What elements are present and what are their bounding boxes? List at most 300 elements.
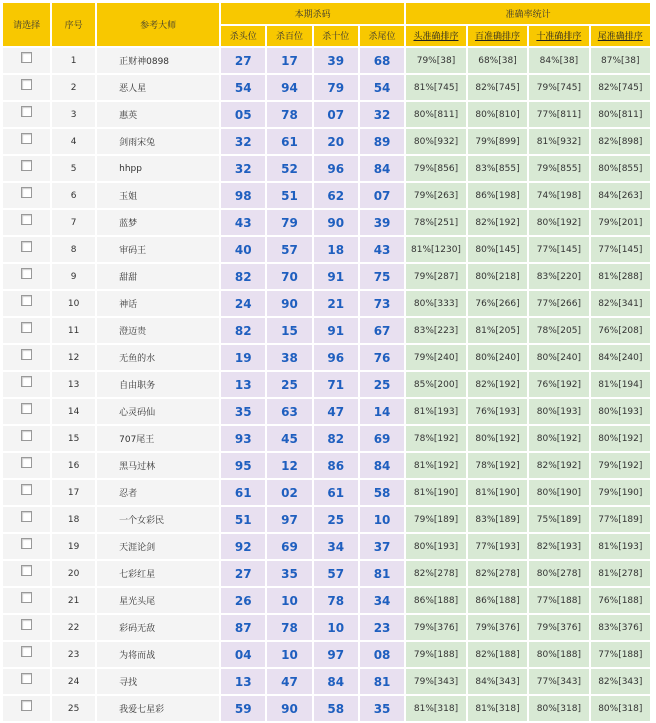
expert-name: 玉姐 [97, 183, 219, 208]
kill-hundred: 47 [267, 669, 311, 694]
kill-ten: 78 [314, 588, 358, 613]
stat-head: 79%[376] [406, 615, 466, 640]
row-select-cell [3, 615, 50, 640]
kill-head: 51 [221, 507, 265, 532]
expert-name: 自由职务 [97, 372, 219, 397]
stat-head: 78%[251] [406, 210, 466, 235]
kill-head: 27 [221, 561, 265, 586]
stat-head: 79%[343] [406, 669, 466, 694]
stat-hundred: 80%[218] [468, 264, 527, 289]
kill-head: 92 [221, 534, 265, 559]
stat-ten: 80%[240] [529, 345, 588, 370]
stat-ten: 82%[193] [529, 534, 588, 559]
row-select-cell [3, 507, 50, 532]
kill-tail: 37 [360, 534, 404, 559]
row-checkbox[interactable] [21, 79, 32, 90]
row-checkbox[interactable] [21, 511, 32, 522]
expert-name: 黑马过林 [97, 453, 219, 478]
stat-ten: 77%[145] [529, 237, 588, 262]
row-select-cell [3, 561, 50, 586]
row-index: 16 [52, 453, 95, 478]
stat-ten: 79%[855] [529, 156, 588, 181]
row-index: 7 [52, 210, 95, 235]
stat-tail: 87%[38] [591, 48, 650, 73]
stat-tail: 81%[278] [591, 561, 650, 586]
kill-hundred: 10 [267, 642, 311, 667]
kill-hundred: 35 [267, 561, 311, 586]
row-select-cell [3, 399, 50, 424]
stat-head: 79%[856] [406, 156, 466, 181]
kill-head: 43 [221, 210, 265, 235]
kill-tail: 08 [360, 642, 404, 667]
table-row [3, 507, 654, 532]
row-checkbox[interactable] [21, 52, 32, 63]
table-row [3, 426, 654, 451]
stat-hundred: 80%[145] [468, 237, 527, 262]
expert-name: 彩码无敌 [97, 615, 219, 640]
kill-ten: 97 [314, 642, 358, 667]
stat-tail: 76%[188] [591, 588, 650, 613]
table-row [3, 588, 654, 613]
table-row [3, 345, 654, 370]
table-row [3, 696, 654, 721]
row-checkbox[interactable] [21, 646, 32, 657]
row-index: 5 [52, 156, 95, 181]
row-checkbox[interactable] [21, 538, 32, 549]
kill-ten: 10 [314, 615, 358, 640]
row-index: 21 [52, 588, 95, 613]
stat-ten: 80%[193] [529, 399, 588, 424]
row-checkbox[interactable] [21, 403, 32, 414]
kill-tail: 69 [360, 426, 404, 451]
table-row [3, 48, 654, 73]
header-kill-tail: 杀尾位 [360, 26, 404, 47]
stat-head: 81%[190] [406, 480, 466, 505]
stat-ten: 82%[192] [529, 453, 588, 478]
kill-tail: 34 [360, 588, 404, 613]
stat-head: 83%[223] [406, 318, 466, 343]
stat-hundred: 83%[855] [468, 156, 527, 181]
kill-head: 40 [221, 237, 265, 262]
expert-name: 审码王 [97, 237, 219, 262]
row-select-cell [3, 48, 50, 73]
stat-hundred: 78%[192] [468, 453, 527, 478]
kill-hundred: 45 [267, 426, 311, 451]
stat-ten: 83%[220] [529, 264, 588, 289]
expert-name: 天涯论剑 [97, 534, 219, 559]
kill-ten: 79 [314, 75, 358, 100]
kill-tail: 84 [360, 156, 404, 181]
kill-head: 95 [221, 453, 265, 478]
kill-hundred: 79 [267, 210, 311, 235]
expert-table [1, 1, 656, 723]
stat-ten: 77%[188] [529, 588, 588, 613]
kill-tail: 89 [360, 129, 404, 154]
kill-head: 82 [221, 264, 265, 289]
stat-hundred: 81%[205] [468, 318, 527, 343]
stat-tail: 81%[193] [591, 534, 650, 559]
kill-hundred: 78 [267, 615, 311, 640]
stat-tail: 84%[263] [591, 183, 650, 208]
stat-tail: 81%[194] [591, 372, 650, 397]
kill-head: 82 [221, 318, 265, 343]
kill-ten: 90 [314, 210, 358, 235]
kill-hundred: 52 [267, 156, 311, 181]
row-checkbox[interactable] [21, 160, 32, 171]
row-select-cell [3, 453, 50, 478]
stat-ten: 76%[192] [529, 372, 588, 397]
row-checkbox[interactable] [21, 268, 32, 279]
stat-hundred: 79%[899] [468, 129, 527, 154]
row-index: 4 [52, 129, 95, 154]
kill-tail: 07 [360, 183, 404, 208]
row-checkbox[interactable] [21, 133, 32, 144]
kill-ten: 20 [314, 129, 358, 154]
kill-ten: 82 [314, 426, 358, 451]
stat-hundred: 76%[266] [468, 291, 527, 316]
row-index: 12 [52, 345, 95, 370]
row-index: 23 [52, 642, 95, 667]
stat-hundred: 84%[343] [468, 669, 527, 694]
stat-tail: 82%[745] [591, 75, 650, 100]
kill-ten: 61 [314, 480, 358, 505]
row-checkbox[interactable] [21, 700, 32, 711]
expert-name: 一个女彩民 [97, 507, 219, 532]
header-kill-head: 杀头位 [221, 26, 265, 47]
stat-hundred: 83%[189] [468, 507, 527, 532]
row-checkbox[interactable] [21, 376, 32, 387]
row-select-cell [3, 156, 50, 181]
kill-ten: 18 [314, 237, 358, 262]
stat-hundred: 79%[376] [468, 615, 527, 640]
kill-head: 93 [221, 426, 265, 451]
stat-ten: 78%[205] [529, 318, 588, 343]
table-row [3, 129, 654, 154]
stat-tail: 80%[811] [591, 102, 650, 127]
header-kill-hundred: 杀百位 [267, 26, 311, 47]
kill-tail: 84 [360, 453, 404, 478]
stat-tail: 77%[189] [591, 507, 650, 532]
row-checkbox[interactable] [21, 457, 32, 468]
stat-hundred: 80%[240] [468, 345, 527, 370]
row-select-cell [3, 588, 50, 613]
kill-ten: 39 [314, 48, 358, 73]
stat-tail: 84%[240] [591, 345, 650, 370]
kill-ten: 62 [314, 183, 358, 208]
stat-ten: 80%[190] [529, 480, 588, 505]
table-row [3, 453, 654, 478]
stat-hundred: 76%[193] [468, 399, 527, 424]
expert-name: 星光头尾 [97, 588, 219, 613]
stat-hundred: 82%[745] [468, 75, 527, 100]
row-select-cell [3, 480, 50, 505]
stat-ten: 80%[192] [529, 426, 588, 451]
stat-tail: 76%[208] [591, 318, 650, 343]
stat-head: 78%[192] [406, 426, 466, 451]
stat-hundred: 80%[810] [468, 102, 527, 127]
table-row [3, 183, 654, 208]
kill-head: 04 [221, 642, 265, 667]
stat-head: 81%[1230] [406, 237, 466, 262]
row-checkbox[interactable] [21, 592, 32, 603]
row-select-cell [3, 372, 50, 397]
row-select-cell [3, 642, 50, 667]
table-row [3, 318, 654, 343]
header-stat-hundred[interactable]: 百准确排序 [468, 26, 527, 47]
row-index: 14 [52, 399, 95, 424]
header-kill-group: 本期杀码 [221, 3, 404, 24]
table-row [3, 102, 654, 127]
table-row [3, 615, 654, 640]
kill-hundred: 94 [267, 75, 311, 100]
kill-head: 35 [221, 399, 265, 424]
kill-hundred: 63 [267, 399, 311, 424]
kill-tail: 39 [360, 210, 404, 235]
stat-ten: 80%[188] [529, 642, 588, 667]
kill-ten: 58 [314, 696, 358, 721]
stat-head: 79%[189] [406, 507, 466, 532]
row-select-cell [3, 696, 50, 721]
header-stat-head[interactable]: 头准确排序 [406, 26, 466, 47]
stat-ten: 77%[811] [529, 102, 588, 127]
stat-ten: 81%[932] [529, 129, 588, 154]
stat-tail: 77%[145] [591, 237, 650, 262]
stat-tail: 79%[190] [591, 480, 650, 505]
row-checkbox[interactable] [21, 565, 32, 576]
row-select-cell [3, 426, 50, 451]
kill-hundred: 61 [267, 129, 311, 154]
row-checkbox[interactable] [21, 430, 32, 441]
kill-head: 98 [221, 183, 265, 208]
stat-tail: 79%[201] [591, 210, 650, 235]
row-index: 18 [52, 507, 95, 532]
row-checkbox[interactable] [21, 349, 32, 360]
row-index: 10 [52, 291, 95, 316]
kill-tail: 23 [360, 615, 404, 640]
table-row [3, 156, 654, 181]
row-checkbox[interactable] [21, 187, 32, 198]
kill-ten: 71 [314, 372, 358, 397]
stat-tail: 83%[376] [591, 615, 650, 640]
table-row [3, 642, 654, 667]
expert-name: 蓝梦 [97, 210, 219, 235]
row-select-cell [3, 237, 50, 262]
stat-head: 79%[240] [406, 345, 466, 370]
stat-hundred: 81%[318] [468, 696, 527, 721]
kill-ten: 96 [314, 156, 358, 181]
stat-head: 81%[318] [406, 696, 466, 721]
table-row [3, 372, 654, 397]
kill-tail: 35 [360, 696, 404, 721]
stat-head: 85%[200] [406, 372, 466, 397]
kill-hundred: 78 [267, 102, 311, 127]
stat-head: 80%[333] [406, 291, 466, 316]
header-index: 序号 [52, 3, 95, 46]
header-stat-ten[interactable]: 十准确排序 [529, 26, 588, 47]
kill-head: 26 [221, 588, 265, 613]
row-index: 11 [52, 318, 95, 343]
kill-head: 32 [221, 129, 265, 154]
stat-head: 81%[193] [406, 399, 466, 424]
expert-name: 七彩红星 [97, 561, 219, 586]
kill-tail: 81 [360, 669, 404, 694]
stat-head: 80%[932] [406, 129, 466, 154]
row-checkbox[interactable] [21, 295, 32, 306]
stat-hundred: 86%[198] [468, 183, 527, 208]
kill-hundred: 17 [267, 48, 311, 73]
header-kill-ten: 杀十位 [314, 26, 358, 47]
kill-hundred: 90 [267, 291, 311, 316]
stat-ten: 77%[266] [529, 291, 588, 316]
stat-tail: 77%[188] [591, 642, 650, 667]
row-checkbox[interactable] [21, 322, 32, 333]
kill-hundred: 90 [267, 696, 311, 721]
kill-hundred: 25 [267, 372, 311, 397]
row-checkbox[interactable] [21, 484, 32, 495]
row-select-cell [3, 75, 50, 100]
kill-ten: 07 [314, 102, 358, 127]
kill-head: 54 [221, 75, 265, 100]
row-checkbox[interactable] [21, 214, 32, 225]
kill-tail: 75 [360, 264, 404, 289]
kill-ten: 25 [314, 507, 358, 532]
table-row [3, 399, 654, 424]
row-index: 20 [52, 561, 95, 586]
kill-hundred: 02 [267, 480, 311, 505]
kill-tail: 10 [360, 507, 404, 532]
header-stat-tail[interactable]: 尾准确排序 [591, 26, 650, 47]
row-checkbox[interactable] [21, 106, 32, 117]
expert-name: 惠英 [97, 102, 219, 127]
stat-hundred: 80%[192] [468, 426, 527, 451]
kill-ten: 86 [314, 453, 358, 478]
row-checkbox[interactable] [21, 673, 32, 684]
stat-tail: 80%[192] [591, 426, 650, 451]
row-select-cell [3, 183, 50, 208]
stat-hundred: 81%[190] [468, 480, 527, 505]
table-row [3, 534, 654, 559]
row-index: 15 [52, 426, 95, 451]
kill-tail: 76 [360, 345, 404, 370]
stat-hundred: 77%[193] [468, 534, 527, 559]
row-index: 6 [52, 183, 95, 208]
kill-head: 27 [221, 48, 265, 73]
row-index: 13 [52, 372, 95, 397]
row-checkbox[interactable] [21, 241, 32, 252]
expert-name: 神话 [97, 291, 219, 316]
kill-ten: 47 [314, 399, 358, 424]
row-checkbox[interactable] [21, 619, 32, 630]
stat-ten: 80%[192] [529, 210, 588, 235]
kill-hundred: 15 [267, 318, 311, 343]
kill-head: 59 [221, 696, 265, 721]
kill-tail: 25 [360, 372, 404, 397]
table-row [3, 237, 654, 262]
row-index: 2 [52, 75, 95, 100]
expert-name: 恶人星 [97, 75, 219, 100]
stat-tail: 80%[318] [591, 696, 650, 721]
stat-hundred: 82%[192] [468, 210, 527, 235]
kill-tail: 43 [360, 237, 404, 262]
kill-head: 13 [221, 372, 265, 397]
stat-hundred: 86%[188] [468, 588, 527, 613]
expert-name: 澄迈贵 [97, 318, 219, 343]
kill-tail: 54 [360, 75, 404, 100]
row-select-cell [3, 318, 50, 343]
kill-tail: 68 [360, 48, 404, 73]
expert-name: 正财神0898 [97, 48, 219, 73]
kill-ten: 84 [314, 669, 358, 694]
table-row [3, 210, 654, 235]
row-index: 8 [52, 237, 95, 262]
kill-hundred: 51 [267, 183, 311, 208]
kill-tail: 58 [360, 480, 404, 505]
kill-hundred: 70 [267, 264, 311, 289]
kill-ten: 91 [314, 318, 358, 343]
expert-name: 剑雨宋兔 [97, 129, 219, 154]
stat-tail: 81%[288] [591, 264, 650, 289]
kill-tail: 81 [360, 561, 404, 586]
table-row [3, 480, 654, 505]
stat-tail: 82%[343] [591, 669, 650, 694]
kill-tail: 14 [360, 399, 404, 424]
expert-name: 忍者 [97, 480, 219, 505]
stat-hundred: 82%[278] [468, 561, 527, 586]
stat-head: 82%[278] [406, 561, 466, 586]
table-row [3, 561, 654, 586]
expert-name: 寻找 [97, 669, 219, 694]
stat-tail: 79%[192] [591, 453, 650, 478]
row-select-cell [3, 291, 50, 316]
kill-hundred: 69 [267, 534, 311, 559]
row-index: 24 [52, 669, 95, 694]
stat-head: 86%[188] [406, 588, 466, 613]
kill-hundred: 57 [267, 237, 311, 262]
stat-ten: 80%[278] [529, 561, 588, 586]
row-index: 9 [52, 264, 95, 289]
row-select-cell [3, 345, 50, 370]
row-index: 3 [52, 102, 95, 127]
expert-name: 无鱼的水 [97, 345, 219, 370]
stat-head: 79%[38] [406, 48, 466, 73]
row-index: 17 [52, 480, 95, 505]
stat-tail: 80%[855] [591, 156, 650, 181]
kill-tail: 73 [360, 291, 404, 316]
kill-head: 05 [221, 102, 265, 127]
row-index: 25 [52, 696, 95, 721]
row-index: 1 [52, 48, 95, 73]
kill-head: 13 [221, 669, 265, 694]
header-stat-group: 准确率统计 [406, 3, 650, 24]
header-expert: 参考大师 [97, 3, 219, 46]
stat-tail: 80%[193] [591, 399, 650, 424]
kill-ten: 57 [314, 561, 358, 586]
stat-hundred: 82%[188] [468, 642, 527, 667]
table-row [3, 669, 654, 694]
row-select-cell [3, 129, 50, 154]
kill-ten: 34 [314, 534, 358, 559]
expert-name: hhpp [97, 156, 219, 181]
stat-head: 80%[193] [406, 534, 466, 559]
stat-head: 79%[287] [406, 264, 466, 289]
kill-tail: 32 [360, 102, 404, 127]
row-select-cell [3, 669, 50, 694]
table-body [3, 48, 654, 721]
stat-head: 80%[811] [406, 102, 466, 127]
kill-hundred: 97 [267, 507, 311, 532]
stat-ten: 77%[343] [529, 669, 588, 694]
stat-hundred: 82%[192] [468, 372, 527, 397]
